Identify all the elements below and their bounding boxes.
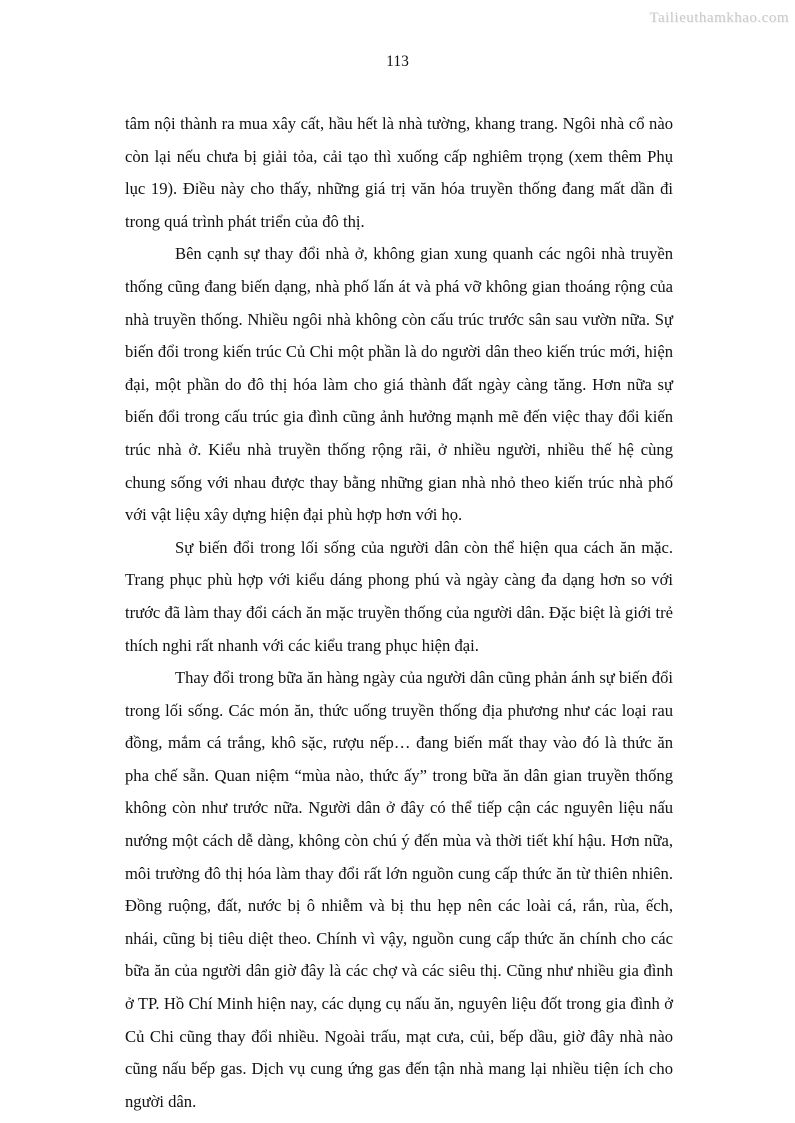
paragraph-housing-space: Bên cạnh sự thay đổi nhà ở, không gian xung quanh các ngôi nhà truyền thống cũng đang biến dạng, nhà phố lấn át và phá vỡ không gian thoáng rộng của nhà truyền thống. Nhiều ngôi nhà không còn cấu trúc trước sân sau vườn nữa. Sự biến đổi trong kiến trúc Củ Chi một phần là do người dân theo kiến trúc mới, hiện đại, một phần do đô thị hóa làm cho giá thành đất ngày càng tăng. Hơn nữa sự biến đổi trong cấu trúc gia đình cũng ảnh hưởng mạnh mẽ đến việc thay đổi kiến trúc nhà ở. Kiểu nhà truyền thống rộng rãi, ở nhiều người, nhiều thế hệ cùng chung sống với nhau được thay bằng những gian nhà nhỏ theo kiến trúc nhà phố với vật liệu xây dựng hiện đại phù hợp hơn với họ. [125,244,673,525]
document-body [125,108,673,1118]
paragraph-food: Thay đổi trong bữa ăn hàng ngày của người dân cũng phản ánh sự biến đổi trong lối sống. Các món ăn, thức uống truyền thống địa phương như các loại rau đồng, mắm cá trắng, khô sặc, rượu nếp… đang biến mất thay vào đó là thức ăn pha chế sẵn. Quan niệm “mùa nào, thức ấy” trong bữa ăn dân gian truyền thống không còn như trước nữa. Người dân ở đây có thể tiếp cận các nguyên liệu nấu nướng một cách dễ dàng, không còn chú ý đến mùa và thời tiết khí hậu. Hơn nữa, môi trường đô thị hóa làm thay đổi rất lớn nguồn cung cấp thức ăn từ thiên nhiên. Đồng ruộng, đất, nước bị ô nhiễm và bị thu hẹp nên các loài cá, rắn, rùa, ếch, nhái, cũng bị tiêu diệt theo. Chính vì vậy, nguồn cung cấp thức ăn chính cho các bữa ăn của người dân giờ đây là các chợ và các siêu thị. Cũng như nhiều gia đình ở TP. Hồ Chí Minh hiện nay, các dụng cụ nấu ăn, nguyên liệu đốt trong gia đình ở Củ Chi cũng thay đổi nhiều. Ngoài trấu, mạt cưa, củi, bếp dầu, giờ đây nhà nào cũng nấu bếp gas. Dịch vụ cung ứng gas đến tận nhà mang lại nhiều tiện ích cho người dân. [125,668,673,1111]
watermark: Tailieuthamkhao.com [649,10,789,26]
paragraph-continuation: tâm nội thành ra mua xây cất, hầu hết là nhà tường, khang trang. Ngôi nhà cổ nào còn lại nếu chưa bị giải tỏa, cải tạo thì xuống cấp nghiêm trọng (xem thêm Phụ lục 19). Điều này cho thấy, những giá trị văn hóa truyền thống đang mất dần đi trong quá trình phát triển của đô thị. [125,114,673,231]
page-number: 113 [386,53,409,70]
paragraph-clothing: Sự biến đổi trong lối sống của người dân còn thể hiện qua cách ăn mặc. Trang phục phù hợp với kiểu dáng phong phú và ngày càng đa dạng hơn so với trước đã làm thay đổi cách ăn mặc truyền thống của người dân. Đặc biệt là giới trẻ thích nghi rất nhanh với các kiểu trang phục hiện đại. [125,537,673,655]
